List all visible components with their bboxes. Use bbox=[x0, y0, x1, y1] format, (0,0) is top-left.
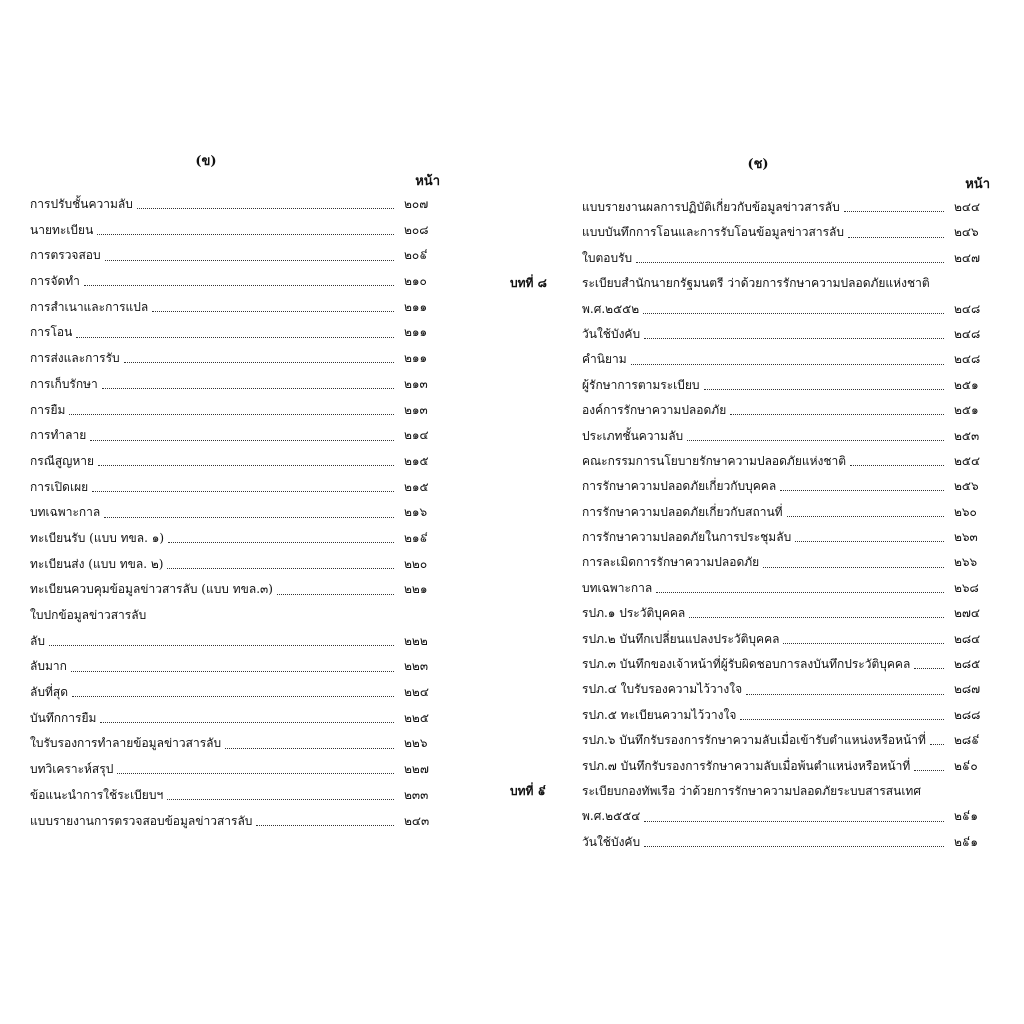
toc-entry bbox=[510, 474, 990, 499]
toc-entry bbox=[510, 195, 990, 220]
page-label: (ช) bbox=[747, 157, 769, 172]
toc-entry-page-number: ๒๖๐ bbox=[954, 504, 977, 519]
dot-leader bbox=[730, 406, 944, 415]
toc-entry bbox=[510, 601, 990, 626]
dot-leader bbox=[704, 381, 944, 390]
toc-entry bbox=[510, 449, 990, 474]
dot-leader bbox=[105, 252, 394, 261]
dot-leader bbox=[117, 765, 394, 774]
toc-entry-title: การเก็บรักษา bbox=[30, 376, 98, 391]
toc-list bbox=[510, 195, 990, 855]
dot-leader bbox=[72, 688, 394, 697]
toc-entry bbox=[30, 295, 440, 321]
dot-leader bbox=[844, 203, 944, 212]
dot-leader bbox=[930, 736, 944, 745]
toc-entry bbox=[30, 192, 440, 218]
toc-entry-title: ประเภทชั้นความลับ bbox=[582, 428, 684, 443]
toc-entry bbox=[30, 577, 440, 603]
toc-entry bbox=[30, 757, 440, 783]
toc-entry-title: พ.ศ.๒๕๕๒ bbox=[582, 301, 640, 316]
dot-leader bbox=[98, 457, 394, 466]
toc-entry bbox=[510, 525, 990, 550]
toc-entry bbox=[30, 809, 440, 835]
toc-entry-title: นายทะเบียน bbox=[30, 222, 94, 237]
dot-leader bbox=[277, 586, 394, 595]
dot-leader bbox=[104, 509, 394, 518]
toc-entry bbox=[30, 706, 440, 732]
dot-leader bbox=[740, 711, 944, 720]
page-label: (ข) bbox=[195, 154, 217, 169]
toc-entry-page-number: ๒๗๔ bbox=[954, 606, 981, 621]
toc-entry-title: รปภ.๔ ใบรับรองความไว้วางใจ bbox=[582, 682, 743, 697]
toc-entry-page-number: ๒៩๐ bbox=[954, 758, 978, 773]
toc-entry bbox=[510, 576, 990, 601]
dot-leader bbox=[914, 762, 944, 771]
dot-leader bbox=[636, 254, 944, 263]
dot-leader bbox=[71, 663, 394, 672]
toc-entry-title: ผู้รักษาการตามระเบียบ bbox=[582, 377, 700, 392]
dot-leader bbox=[746, 686, 944, 695]
chapter-label: บทที่ ๘ bbox=[510, 276, 547, 291]
toc-entry-title: ทะเบียนรับ (แบบ ทขล. ๑) bbox=[30, 530, 165, 545]
toc-entry-page-number: ๒๘៩ bbox=[954, 733, 980, 748]
toc-entry-title: การละเมิดการรักษาความปลอดภัย bbox=[582, 555, 760, 570]
left-page bbox=[30, 152, 440, 834]
toc-entry bbox=[30, 654, 440, 680]
toc-entry-page-number: ๒๘๕ bbox=[954, 657, 981, 672]
toc-entry-page-number: ๒៩๑ bbox=[954, 809, 979, 824]
toc-entry-title: คณะกรรมการนโยบายรักษาความปลอดภัยแห่งชาติ bbox=[582, 453, 847, 468]
right-page bbox=[510, 155, 990, 855]
toc-entry-title: รปภ.๓ บันทึกของเจ้าหน้าที่ผู้รับผิดชอบการลงบันทึกประวัติบุคคล bbox=[582, 657, 911, 672]
dot-leader bbox=[168, 534, 394, 543]
toc-entry bbox=[30, 346, 440, 372]
toc-entry bbox=[510, 677, 990, 702]
toc-entry-title: ใบตอบรับ bbox=[582, 250, 633, 265]
toc-entry-page-number: ๒๔๔ bbox=[954, 200, 981, 214]
toc-entry-page-number: ๒๘๗ bbox=[954, 682, 981, 697]
dot-leader bbox=[687, 432, 944, 441]
toc-entry-title: แบบรายงานการตรวจสอบข้อมูลข่าวสารลับ bbox=[30, 813, 253, 828]
toc-entry bbox=[30, 603, 440, 629]
toc-entry bbox=[30, 783, 440, 809]
toc-entry-title: บทวิเคราะห์สรุป bbox=[30, 762, 114, 777]
chapter-label: บทที่ ៩ bbox=[510, 783, 547, 798]
toc-entry bbox=[30, 372, 440, 398]
toc-entry-page-number: ๒๒๒ bbox=[404, 633, 428, 648]
toc-entry-title: บทเฉพาะกาล bbox=[30, 505, 101, 520]
dot-leader bbox=[656, 584, 944, 593]
toc-list bbox=[30, 192, 440, 834]
toc-entry bbox=[510, 398, 990, 423]
toc-entry-page-number: ๒๑๓ bbox=[404, 402, 428, 417]
toc-entry-page-number: ๒๑๖ bbox=[404, 505, 428, 520]
toc-entry-page-number: ๒๒๐ bbox=[404, 556, 428, 571]
page-column-heading: หน้า bbox=[415, 174, 440, 189]
toc-entry-page-number: ๒๑๕ bbox=[404, 479, 429, 494]
toc-entry-page-number: ๒๑๑ bbox=[404, 351, 428, 366]
toc-entry bbox=[510, 627, 990, 652]
toc-entry-page-number: ๒๕๓ bbox=[954, 428, 980, 443]
toc-entry-title: พ.ศ.๒๕๕๔ bbox=[582, 809, 641, 824]
toc-entry-title: บันทึกการยืม bbox=[30, 710, 97, 725]
toc-entry-title: รปภ.๕ ทะเบียนความไว้วางใจ bbox=[582, 707, 737, 722]
toc-entry-title: ทะเบียนควบคุมข้อมูลข่าวสารลับ (แบบ ทขล.๓) bbox=[30, 582, 273, 597]
toc-entry-title: รปภ.๖ บันทึกรับรองการรักษาความลับเมื่อเข้ารับตำแหน่งหรือหน้าที่ bbox=[582, 733, 926, 748]
dot-leader bbox=[90, 432, 394, 441]
toc-entry-page-number: ๒๕๖ bbox=[954, 479, 979, 494]
toc-entry-title: ลับที่สุด bbox=[30, 685, 68, 700]
toc-entry bbox=[510, 424, 990, 449]
toc-entry bbox=[510, 652, 990, 677]
toc-entry-title: ใบปกข้อมูลข่าวสารลับ bbox=[30, 608, 147, 622]
toc-entry-page-number: ๒๑๐ bbox=[404, 274, 427, 289]
toc-entry-page-number: ๒๑๑ bbox=[404, 299, 428, 314]
toc-entry-title: ข้อแนะนำการใช้ระเบียบฯ bbox=[30, 787, 164, 802]
toc-entry-page-number: ๒๘๔ bbox=[954, 631, 981, 646]
dot-leader bbox=[84, 277, 394, 286]
dot-leader bbox=[256, 817, 394, 826]
toc-entry-title: คำนิยาม bbox=[582, 352, 627, 367]
toc-entry-title: แบบรายงานผลการปฏิบัติเกี่ยวกับข้อมูลข่าวสารลับ bbox=[582, 200, 840, 214]
toc-entry bbox=[510, 754, 990, 779]
toc-entry-page-number: ๒๒๔ bbox=[404, 685, 429, 700]
page-column-heading: หน้า bbox=[965, 177, 990, 192]
dot-leader bbox=[783, 635, 944, 644]
dot-leader bbox=[643, 305, 944, 314]
toc-entry-title: การปรับชั้นความลับ bbox=[30, 197, 133, 211]
toc-entry-title: รปภ.๑ ประวัติบุคคล bbox=[582, 606, 686, 621]
toc-entry bbox=[30, 398, 440, 424]
toc-entry bbox=[30, 552, 440, 578]
toc-entry bbox=[510, 500, 990, 525]
toc-entry-title: การรักษาความปลอดภัยเกี่ยวกับสถานที่ bbox=[582, 504, 783, 519]
dot-leader bbox=[795, 533, 944, 542]
toc-entry bbox=[510, 830, 990, 855]
toc-entry bbox=[510, 550, 990, 575]
toc-entry-page-number: ๒๘๘ bbox=[954, 707, 981, 722]
toc-entry-page-number: ๒๐๘ bbox=[404, 222, 429, 237]
toc-entry-page-number: ๒๕๑ bbox=[954, 403, 979, 418]
toc-entry-page-number: ๒๖๖ bbox=[954, 555, 978, 570]
toc-entry bbox=[30, 320, 440, 346]
dot-leader bbox=[137, 200, 394, 209]
toc-entry-title: ทะเบียนส่ง (แบบ ทขล. ๒) bbox=[30, 556, 164, 571]
dot-leader bbox=[167, 560, 394, 569]
dot-leader bbox=[787, 508, 944, 517]
toc-entry-title: วันใช้บังคับ bbox=[582, 326, 641, 341]
toc-entry bbox=[510, 728, 990, 753]
toc-entry-page-number: ๒๑๔ bbox=[404, 428, 429, 443]
toc-entry bbox=[510, 703, 990, 728]
toc-entry-title: องค์การรักษาความปลอดภัย bbox=[582, 403, 727, 418]
dot-leader bbox=[69, 406, 394, 415]
dot-leader bbox=[102, 380, 394, 389]
toc-entry-title: แบบบันทึกการโอนและการรับโอนข้อมูลข่าวสารลับ bbox=[582, 225, 845, 240]
dot-leader bbox=[167, 791, 394, 800]
toc-entry bbox=[30, 475, 440, 501]
toc-entry-title: ใบรับรองการทำลายข้อมูลข่าวสารลับ bbox=[30, 736, 222, 751]
toc-entry bbox=[510, 347, 990, 372]
dot-leader bbox=[152, 303, 394, 312]
dot-leader bbox=[49, 637, 394, 646]
toc-entry-title: การส่งและการรับ bbox=[30, 351, 120, 366]
dot-leader bbox=[100, 714, 394, 723]
toc-entry-page-number: ๒๖๓ bbox=[954, 530, 978, 545]
dot-leader bbox=[225, 740, 394, 749]
toc-entry bbox=[510, 322, 990, 347]
toc-entry bbox=[30, 500, 440, 526]
dot-leader bbox=[763, 559, 944, 568]
toc-entry bbox=[30, 629, 440, 655]
toc-entry-page-number: ๒๔๘ bbox=[954, 301, 981, 316]
toc-entry-page-number: ๒๒๕ bbox=[404, 710, 429, 725]
dot-leader bbox=[914, 660, 944, 669]
toc-entry-title: การรักษาความปลอดภัยเกี่ยวกับบุคคล bbox=[582, 479, 777, 494]
toc-entry-title: กรณีสูญหาย bbox=[30, 453, 95, 468]
dot-leader bbox=[689, 609, 944, 618]
toc-entry-page-number: ๒๑๓ bbox=[404, 376, 428, 391]
toc-entry-page-number: ๒๑๕ bbox=[404, 453, 429, 468]
toc-entry bbox=[30, 731, 440, 757]
dot-leader bbox=[848, 229, 944, 238]
toc-entry-title: ลับมาก bbox=[30, 659, 67, 674]
toc-entry-title: การยืม bbox=[30, 402, 66, 417]
toc-entry-page-number: ๒๕๔ bbox=[954, 453, 981, 468]
toc-entry-title: การรักษาความปลอดภัยในการประชุมลับ bbox=[582, 530, 792, 545]
toc-entry bbox=[30, 269, 440, 295]
toc-entry bbox=[510, 220, 990, 245]
toc-entry bbox=[30, 243, 440, 269]
toc-entry-page-number: ๒๖๘ bbox=[954, 580, 979, 595]
toc-entry bbox=[510, 271, 990, 296]
dot-leader bbox=[780, 482, 944, 491]
toc-entry-title: รปภ.๗ บันทึกรับรองการรักษาความลับเมื่อพ้นตำแหน่งหรือหน้าที่ bbox=[582, 758, 911, 773]
toc-entry-title: การจัดทำ bbox=[30, 274, 80, 289]
toc-entry-title: รปภ.๒ บันทึกเปลี่ยนแปลงประวัติบุคคล bbox=[582, 631, 780, 646]
toc-entry bbox=[30, 449, 440, 475]
toc-entry-title: วันใช้บังคับ bbox=[582, 834, 641, 849]
toc-entry-page-number: ๒๒๑ bbox=[404, 582, 428, 597]
toc-entry bbox=[30, 423, 440, 449]
dot-leader bbox=[76, 329, 394, 338]
toc-entry bbox=[510, 779, 990, 804]
toc-entry-page-number: ๒๐๗ bbox=[404, 197, 429, 211]
toc-entry-title: การเปิดเผย bbox=[30, 479, 89, 494]
toc-entry-title: การโอน bbox=[30, 325, 73, 340]
toc-entry bbox=[510, 297, 990, 322]
toc-entry-title: การสำเนาและการแปล bbox=[30, 299, 149, 314]
toc-entry-title: บทเฉพาะกาล bbox=[582, 580, 653, 595]
toc-entry-page-number: ๒๒๗ bbox=[404, 762, 429, 777]
dot-leader bbox=[644, 813, 944, 822]
toc-entry-title: การทำลาย bbox=[30, 428, 87, 443]
toc-entry-page-number: ๒๑៩ bbox=[404, 530, 429, 545]
toc-entry-page-number: ๒๔๘ bbox=[954, 352, 981, 367]
toc-entry-page-number: ๒๐៩ bbox=[404, 248, 428, 263]
toc-entry-page-number: ๒๒๖ bbox=[404, 736, 428, 751]
toc-entry-title: ระเบียบกองทัพเรือ ว่าด้วยการรักษาความปลอดภัยระบบสารสนเทศ bbox=[582, 783, 921, 798]
dot-leader bbox=[644, 330, 944, 339]
dot-leader bbox=[97, 226, 394, 235]
toc-entry-page-number: ๒๒๓ bbox=[404, 659, 429, 674]
toc-entry-page-number: ๒៩๑ bbox=[954, 834, 979, 849]
toc-entry-page-number: ๒๔๘ bbox=[954, 326, 981, 341]
toc-entry bbox=[510, 373, 990, 398]
toc-entry-page-number: ๒๑๑ bbox=[404, 325, 428, 340]
toc-entry bbox=[30, 526, 440, 552]
dot-leader bbox=[644, 838, 944, 847]
dot-leader bbox=[631, 356, 944, 365]
dot-leader bbox=[92, 483, 394, 492]
toc-entry-page-number: ๒๕๑ bbox=[954, 377, 979, 392]
dot-leader bbox=[850, 457, 944, 466]
toc-entry bbox=[30, 680, 440, 706]
toc-entry bbox=[510, 246, 990, 271]
toc-entry bbox=[510, 804, 990, 829]
toc-entry-page-number: ๒๔๖ bbox=[954, 225, 979, 240]
toc-entry-title: การตรวจสอบ bbox=[30, 248, 101, 263]
toc-entry bbox=[30, 218, 440, 244]
toc-entry-page-number: ๒๓๓ bbox=[404, 787, 429, 802]
dot-leader bbox=[124, 354, 394, 363]
toc-entry-title: ลับ bbox=[30, 633, 45, 648]
toc-entry-page-number: ๒๔๓ bbox=[404, 813, 430, 828]
toc-entry-page-number: ๒๔๗ bbox=[954, 250, 981, 265]
toc-entry-title: ระเบียบสำนักนายกรัฐมนตรี ว่าด้วยการรักษาความปลอดภัยแห่งชาติ bbox=[582, 276, 930, 291]
